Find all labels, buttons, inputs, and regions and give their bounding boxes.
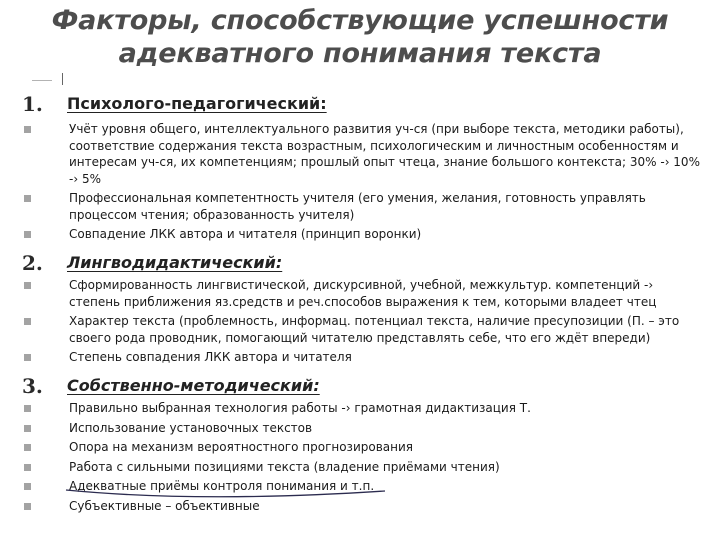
list-item	[0, 478, 720, 495]
list-item	[0, 121, 720, 187]
bullet-icon	[24, 483, 31, 490]
section-2-list	[0, 277, 720, 369]
section-number: 1.	[22, 92, 43, 116]
list-item-text: Степень совпадения ЛКК автора и читателя	[69, 350, 352, 364]
list-item-text: Субъективные – объективные	[69, 498, 260, 513]
list-item-text: Работа с сильными позициями текста (владение приёмами чтения)	[69, 459, 500, 474]
section-number: 2.	[22, 251, 43, 275]
bullet-icon	[24, 318, 31, 325]
list-item	[0, 190, 720, 223]
list-item	[0, 313, 720, 346]
section-heading: Собственно-методический:	[67, 376, 320, 395]
section-heading: Лингводидактический:	[67, 253, 283, 272]
list-item	[0, 498, 720, 515]
slide-title	[0, 4, 720, 70]
list-item-text: Опора на механизм вероятностного прогнозирования	[69, 440, 413, 454]
section-number: 3.	[22, 374, 43, 398]
bullet-icon	[24, 354, 31, 361]
list-item	[0, 277, 720, 310]
list-item-text: Сформированность лингвистической, дискурсивной, учебной, межкультур. компетенций -› степень приближения яз.средств и реч.способов выражения к тем, которыми владеет чтец	[69, 278, 657, 309]
title-line-1: Факторы, способствующие успешности	[51, 5, 669, 36]
section-heading: Психолого-педагогический:	[67, 94, 327, 113]
bullet-icon	[24, 282, 31, 289]
bullet-icon	[24, 195, 31, 202]
list-item	[0, 459, 720, 476]
list-item-text: Учёт уровня общего, интеллектуального развития уч-ся (при выборе текста, методики работы), соответствие содержания текста возрастным, психологическим и личностным особенностям и интересам уч-ся, их компетенциям; прошлый опыт чтеца, знание большого контекста; 30% -› 10% -› 5%	[69, 122, 700, 186]
list-item-text: Профессиональная компетентность учителя (его умения, желания, готовность управлять процессом чтения; образованность учителя)	[69, 191, 646, 222]
section-1-list	[0, 121, 720, 246]
list-item	[0, 349, 720, 366]
decorative-rule	[32, 80, 52, 81]
list-item	[0, 400, 720, 417]
list-item-text: Использование установочных текстов	[69, 420, 313, 435]
list-item	[0, 420, 720, 437]
bullet-icon	[24, 231, 31, 238]
bullet-icon	[24, 503, 31, 510]
bullet-icon	[24, 126, 31, 133]
bullet-icon	[24, 405, 31, 412]
decorative-tick	[62, 73, 63, 85]
bullet-icon	[24, 444, 31, 451]
list-item-text: Совпадение ЛКК автора и читателя (принцип воронки)	[69, 227, 422, 241]
list-item-text: Характер текста (проблемность, информац. потенциал текста, наличие пресупозиции (П. – это своего рода проводник, помогающий читателю представлять себе, что его ждёт впереди)	[69, 314, 680, 345]
bullet-icon	[24, 464, 31, 471]
list-item-text: Правильно выбранная технология работы -› грамотная дидактизация Т.	[69, 401, 531, 415]
list-item-text: Адекватные приёмы контроля понимания и т.п.	[69, 479, 375, 493]
section-3-list	[0, 400, 720, 517]
list-item	[0, 439, 720, 456]
bullet-icon	[24, 425, 31, 432]
title-line-2: адекватного понимания текста	[118, 38, 602, 69]
list-item	[0, 226, 720, 243]
